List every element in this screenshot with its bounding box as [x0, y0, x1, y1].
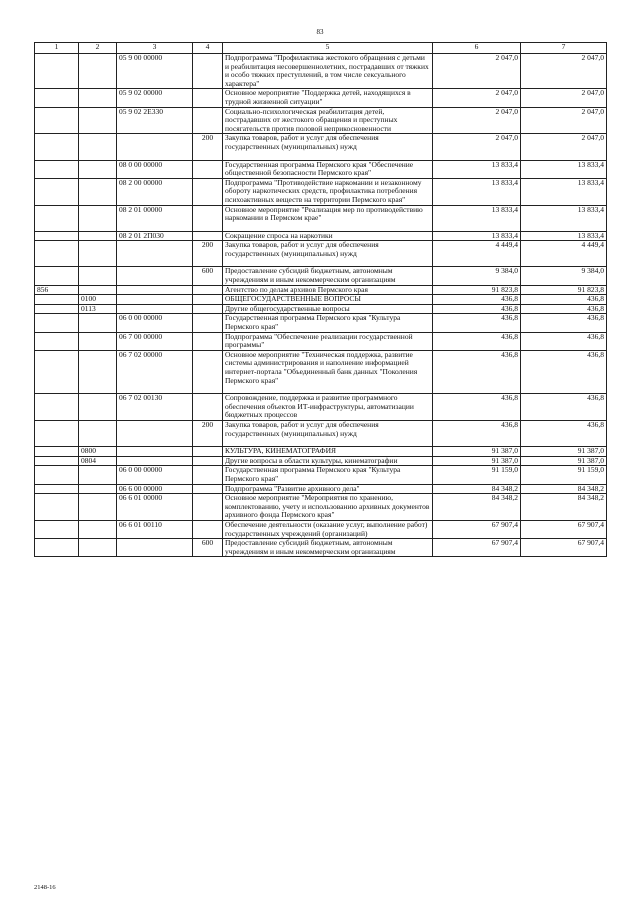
cell-admin-code [35, 520, 79, 538]
cell-amount-2018: 67 907,4 [521, 520, 607, 538]
cell-target-code: 08 2 00 00000 [117, 178, 193, 205]
cell-target-code: 05 9 02 00000 [117, 89, 193, 107]
column-header-6: 6 [433, 43, 521, 54]
cell-description: Основное мероприятие "Техническая поддержка, развитие системы администрирования и наполнение информацией интернет-портала "Объединенный банк данных "Поколения Пермского края" [223, 350, 433, 393]
cell-admin-code [35, 54, 79, 89]
cell-amount-2018: 13 833,4 [521, 231, 607, 241]
cell-description: Подпрограмма "Профилактика жестокого обращения с детьми и реабилитация несовершеннолетних, пострадавших от тяжких и особо тяжких преступлений, в том числе сексуального характера" [223, 54, 433, 89]
table-row [35, 394, 607, 421]
cell-section-code [79, 420, 117, 446]
cell-section-code [79, 134, 117, 160]
table-row [35, 520, 607, 538]
table-row [35, 420, 607, 446]
cell-admin-code [35, 295, 79, 305]
cell-admin-code [35, 314, 79, 332]
cell-target-code [117, 539, 193, 557]
cell-amount-2018: 84 348,2 [521, 484, 607, 494]
cell-expense-type [193, 160, 223, 178]
cell-target-code: 06 7 02 00130 [117, 394, 193, 421]
cell-amount-2018: 436,8 [521, 394, 607, 421]
cell-description: Подпрограмма "Обеспечение реализации государственной программы" [223, 332, 433, 350]
table-row [35, 267, 607, 285]
cell-amount-2018: 13 833,4 [521, 178, 607, 205]
cell-amount-2017: 91 159,0 [433, 466, 521, 484]
table-row [35, 484, 607, 494]
cell-target-code [117, 267, 193, 285]
cell-amount-2018: 436,8 [521, 295, 607, 305]
cell-section-code [79, 314, 117, 332]
cell-amount-2017: 91 387,0 [433, 447, 521, 457]
cell-amount-2018: 91 387,0 [521, 447, 607, 457]
cell-section-code [79, 160, 117, 178]
table-row [35, 447, 607, 457]
cell-expense-type: 200 [193, 420, 223, 446]
cell-section-code: 0800 [79, 447, 117, 457]
cell-target-code [117, 241, 193, 267]
cell-admin-code [35, 231, 79, 241]
cell-description: ОБЩЕГОСУДАРСТВЕННЫЕ ВОПРОСЫ [223, 295, 433, 305]
cell-target-code: 05 9 02 2Е330 [117, 107, 193, 134]
cell-expense-type [193, 447, 223, 457]
cell-description: Основное мероприятие "Реализация мер по противодействию наркомании в Пермском крае" [223, 205, 433, 231]
cell-section-code [79, 178, 117, 205]
table-row [35, 304, 607, 314]
cell-expense-type: 600 [193, 539, 223, 557]
cell-amount-2017: 2 047,0 [433, 89, 521, 107]
table-row [35, 332, 607, 350]
cell-amount-2017: 436,8 [433, 295, 521, 305]
cell-section-code: 0100 [79, 295, 117, 305]
cell-admin-code [35, 267, 79, 285]
cell-amount-2017: 436,8 [433, 314, 521, 332]
cell-amount-2018: 91 387,0 [521, 456, 607, 466]
cell-section-code [79, 54, 117, 89]
cell-section-code [79, 350, 117, 393]
cell-expense-type: 200 [193, 134, 223, 160]
cell-target-code [117, 456, 193, 466]
cell-admin-code [35, 134, 79, 160]
table-row [35, 314, 607, 332]
page-number: 83 [316, 28, 324, 36]
cell-description: Основное мероприятие "Мероприятия по хранению, комплектованию, учету и использованию архивных документов архивного фонда Пермского края" [223, 494, 433, 521]
cell-target-code: 06 7 00 00000 [117, 332, 193, 350]
cell-section-code [79, 241, 117, 267]
cell-section-code: 0804 [79, 456, 117, 466]
cell-description: Закупка товаров, работ и услуг для обеспечения государственных (муниципальных) нужд [223, 241, 433, 267]
cell-admin-code [35, 332, 79, 350]
table-row [35, 178, 607, 205]
cell-description: Основное мероприятие "Поддержка детей, находящихся в трудной жизненной ситуации" [223, 89, 433, 107]
cell-target-code [117, 447, 193, 457]
cell-expense-type [193, 394, 223, 421]
cell-expense-type [193, 304, 223, 314]
cell-amount-2017: 9 384,0 [433, 267, 521, 285]
table-body [35, 54, 607, 557]
column-header-3: 3 [117, 43, 193, 54]
cell-target-code: 06 0 00 00000 [117, 466, 193, 484]
cell-admin-code [35, 394, 79, 421]
cell-amount-2017: 436,8 [433, 350, 521, 393]
cell-amount-2018: 2 047,0 [521, 89, 607, 107]
cell-section-code [79, 231, 117, 241]
cell-target-code [117, 285, 193, 295]
cell-amount-2018: 2 047,0 [521, 134, 607, 160]
cell-expense-type [193, 456, 223, 466]
column-header-5: 5 [223, 43, 433, 54]
cell-admin-code [35, 160, 79, 178]
cell-description: Сокращение спроса на наркотики [223, 231, 433, 241]
cell-admin-code [35, 107, 79, 134]
table-row [35, 241, 607, 267]
table-row [35, 494, 607, 521]
cell-amount-2017: 436,8 [433, 394, 521, 421]
cell-description: Обеспечение деятельности (оказание услуг, выполнение работ) государственных учреждений (организаций) [223, 520, 433, 538]
cell-expense-type [193, 314, 223, 332]
cell-admin-code [35, 484, 79, 494]
column-header-2: 2 [79, 43, 117, 54]
cell-admin-code [35, 241, 79, 267]
table-row [35, 205, 607, 231]
cell-admin-code [35, 420, 79, 446]
cell-expense-type [193, 178, 223, 205]
cell-target-code: 08 0 00 00000 [117, 160, 193, 178]
cell-description: КУЛЬТУРА, КИНЕМАТОГРАФИЯ [223, 447, 433, 457]
table-row [35, 350, 607, 393]
cell-expense-type [193, 350, 223, 393]
cell-amount-2018: 9 384,0 [521, 267, 607, 285]
cell-expense-type [193, 484, 223, 494]
cell-expense-type [193, 231, 223, 241]
cell-admin-code [35, 350, 79, 393]
cell-amount-2017: 67 907,4 [433, 520, 521, 538]
cell-amount-2018: 13 833,4 [521, 205, 607, 231]
cell-description: Социально-психологическая реабилитация детей, пострадавших от жестокого обращения и преступных посягательств против половой неприкосновенности [223, 107, 433, 134]
cell-amount-2018: 4 449,4 [521, 241, 607, 267]
column-header-4: 4 [193, 43, 223, 54]
cell-amount-2017: 2 047,0 [433, 134, 521, 160]
cell-section-code [79, 394, 117, 421]
table-row [35, 54, 607, 89]
cell-target-code [117, 134, 193, 160]
cell-amount-2018: 13 833,4 [521, 160, 607, 178]
cell-expense-type [193, 466, 223, 484]
cell-amount-2017: 436,8 [433, 332, 521, 350]
cell-section-code [79, 494, 117, 521]
cell-amount-2018: 91 823,8 [521, 285, 607, 295]
cell-section-code [79, 539, 117, 557]
cell-amount-2018: 436,8 [521, 420, 607, 446]
cell-target-code: 08 2 01 00000 [117, 205, 193, 231]
budget-table [34, 42, 607, 557]
cell-admin-code: 856 [35, 285, 79, 295]
cell-target-code [117, 295, 193, 305]
cell-admin-code [35, 466, 79, 484]
cell-expense-type [193, 520, 223, 538]
cell-amount-2018: 436,8 [521, 304, 607, 314]
cell-amount-2018: 91 159,0 [521, 466, 607, 484]
cell-target-code [117, 304, 193, 314]
cell-admin-code [35, 447, 79, 457]
cell-section-code [79, 466, 117, 484]
cell-target-code: 06 0 00 00000 [117, 314, 193, 332]
cell-section-code [79, 520, 117, 538]
cell-description: Государственная программа Пермского края "Культура Пермского края" [223, 314, 433, 332]
cell-target-code: 06 6 01 00000 [117, 494, 193, 521]
cell-amount-2017: 84 348,2 [433, 494, 521, 521]
cell-expense-type [193, 205, 223, 231]
cell-amount-2017: 13 833,4 [433, 205, 521, 231]
cell-description: Другие вопросы в области культуры, кинематографии [223, 456, 433, 466]
cell-amount-2017: 2 047,0 [433, 54, 521, 89]
cell-target-code: 05 9 00 00000 [117, 54, 193, 89]
table-row [35, 107, 607, 134]
cell-description: Закупка товаров, работ и услуг для обеспечения государственных (муниципальных) нужд [223, 420, 433, 446]
cell-target-code: 06 6 01 00110 [117, 520, 193, 538]
table-row [35, 231, 607, 241]
table-row [35, 539, 607, 557]
cell-expense-type [193, 332, 223, 350]
cell-description: Подпрограмма "Противодействие наркомании и незаконному обороту наркотических средств, профилактика потребления психоактивных веществ на территории Пермского края" [223, 178, 433, 205]
cell-amount-2018: 2 047,0 [521, 107, 607, 134]
cell-section-code [79, 484, 117, 494]
cell-amount-2017: 2 047,0 [433, 107, 521, 134]
cell-expense-type [193, 295, 223, 305]
cell-target-code: 08 2 01 2П030 [117, 231, 193, 241]
footer-code: 2148-16 [34, 884, 56, 891]
cell-description: Государственная программа Пермского края "Культура Пермского края" [223, 466, 433, 484]
cell-amount-2017: 91 387,0 [433, 456, 521, 466]
cell-amount-2017: 91 823,8 [433, 285, 521, 295]
cell-expense-type [193, 107, 223, 134]
cell-amount-2017: 13 833,4 [433, 178, 521, 205]
cell-target-code: 06 7 02 00000 [117, 350, 193, 393]
cell-amount-2017: 84 348,2 [433, 484, 521, 494]
cell-section-code [79, 332, 117, 350]
cell-amount-2018: 2 047,0 [521, 54, 607, 89]
cell-amount-2017: 436,8 [433, 304, 521, 314]
cell-section-code: 0113 [79, 304, 117, 314]
cell-amount-2018: 67 907,4 [521, 539, 607, 557]
cell-target-code: 06 6 00 00000 [117, 484, 193, 494]
column-header-1: 1 [35, 43, 79, 54]
cell-description: Сопровождение, поддержка и развитие программного обеспечения объектов ИТ-инфраструктуры, автоматизации бюджетных процессов [223, 394, 433, 421]
table-row [35, 134, 607, 160]
table-row [35, 160, 607, 178]
cell-amount-2017: 436,8 [433, 420, 521, 446]
cell-admin-code [35, 456, 79, 466]
cell-description: Государственная программа Пермского края "Обеспечение общественной безопасности Пермского края" [223, 160, 433, 178]
table-row [35, 456, 607, 466]
table-row [35, 285, 607, 295]
cell-amount-2017: 4 449,4 [433, 241, 521, 267]
cell-description: Агентство по делам архивов Пермского края [223, 285, 433, 295]
cell-amount-2017: 13 833,4 [433, 160, 521, 178]
cell-expense-type: 600 [193, 267, 223, 285]
cell-amount-2018: 436,8 [521, 332, 607, 350]
cell-section-code [79, 89, 117, 107]
cell-expense-type [193, 89, 223, 107]
cell-expense-type [193, 494, 223, 521]
cell-section-code [79, 205, 117, 231]
table-row [35, 89, 607, 107]
cell-description: Другие общегосударственные вопросы [223, 304, 433, 314]
cell-description: Закупка товаров, работ и услуг для обеспечения государственных (муниципальных) нужд [223, 134, 433, 160]
cell-target-code [117, 420, 193, 446]
cell-amount-2017: 67 907,4 [433, 539, 521, 557]
cell-expense-type: 200 [193, 241, 223, 267]
cell-section-code [79, 107, 117, 134]
cell-description: Подпрограмма "Развитие архивного дела" [223, 484, 433, 494]
cell-section-code [79, 267, 117, 285]
cell-section-code [79, 285, 117, 295]
cell-expense-type [193, 285, 223, 295]
header-row [35, 43, 607, 54]
cell-admin-code [35, 494, 79, 521]
cell-description: Предоставление субсидий бюджетным, автономным учреждениям и иным некоммерческим организациям [223, 267, 433, 285]
cell-admin-code [35, 205, 79, 231]
table-row [35, 295, 607, 305]
cell-amount-2017: 13 833,4 [433, 231, 521, 241]
table-row [35, 466, 607, 484]
cell-admin-code [35, 304, 79, 314]
cell-admin-code [35, 89, 79, 107]
cell-expense-type [193, 54, 223, 89]
cell-description: Предоставление субсидий бюджетным, автономным учреждениям и иным некоммерческим организациям [223, 539, 433, 557]
cell-admin-code [35, 539, 79, 557]
cell-amount-2018: 436,8 [521, 350, 607, 393]
cell-amount-2018: 84 348,2 [521, 494, 607, 521]
cell-admin-code [35, 178, 79, 205]
cell-amount-2018: 436,8 [521, 314, 607, 332]
column-header-7: 7 [521, 43, 607, 54]
